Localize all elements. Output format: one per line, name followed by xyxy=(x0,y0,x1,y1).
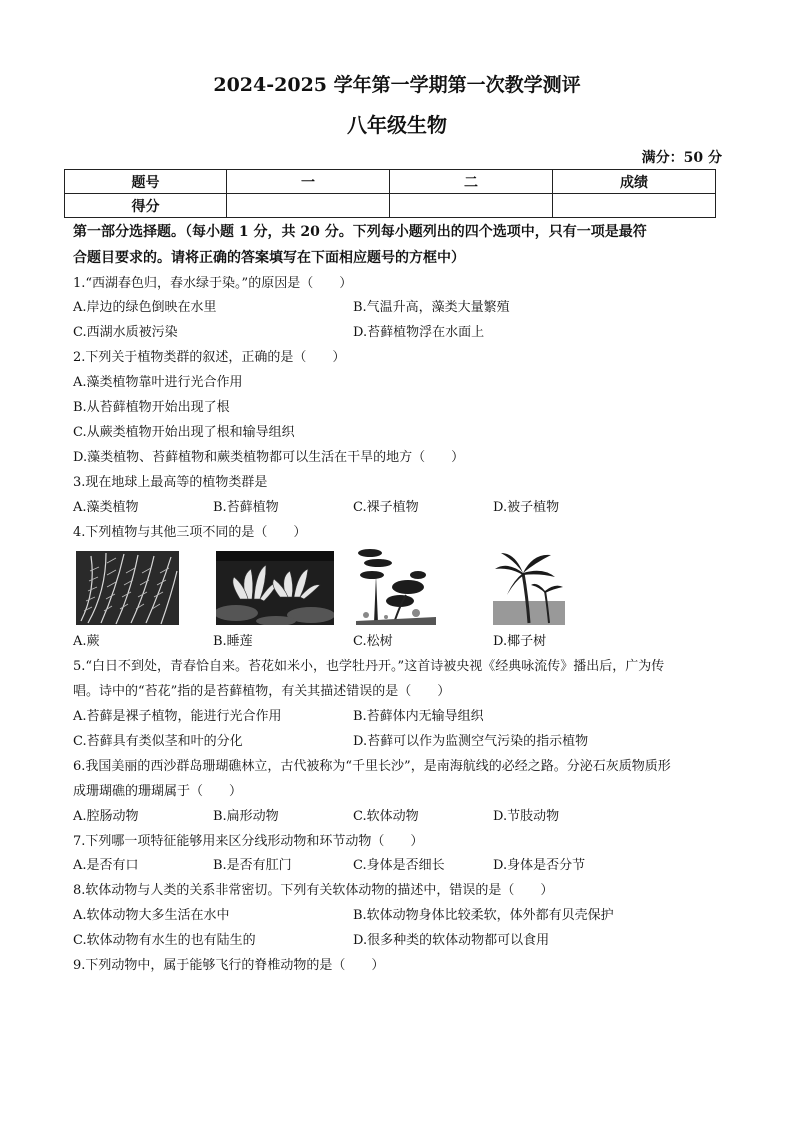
option-a: A.藻类植物靠叶进行光合作用 xyxy=(73,375,243,390)
part1-instruction: 第一部分选择题。（每小题 1 分，共 20 分。下列每小题列出的四个选项中，只有一项是最符 xyxy=(73,224,647,240)
option-c: C.松树 xyxy=(353,634,393,649)
option-d: D.苔藓可以作为监测空气污染的指示植物 xyxy=(353,734,589,749)
option-c: C.软体动物有水生的也有陆生的 xyxy=(73,933,256,948)
exam-subject: 八年级生物 xyxy=(347,113,447,137)
score-table-cell: 题号 xyxy=(65,170,227,194)
score-table-cell: 得分 xyxy=(65,194,227,218)
option-c: C.苔藓具有类似茎和叶的分化 xyxy=(73,734,243,749)
option-b: B.气温升高，藻类大量繁殖 xyxy=(353,300,510,315)
option-c: C.裸子植物 xyxy=(353,500,419,515)
option-a: A.腔肠动物 xyxy=(73,809,139,824)
full-score: 满分：50 分 xyxy=(641,150,722,166)
option-c: C.从蕨类植物开始出现了根和输导组织 xyxy=(73,425,295,440)
score-input-cell[interactable] xyxy=(553,194,716,218)
question-stem: 1.“西湖春色归，春水绿于染。”的原因是（ ） xyxy=(73,276,353,291)
option-b: B.是否有肛门 xyxy=(213,858,292,873)
option-a: A.藻类植物 xyxy=(73,500,139,515)
coconut-palm-image xyxy=(493,551,565,625)
option-b: B.从苔藓植物开始出现了根 xyxy=(73,400,230,415)
option-a: A.是否有口 xyxy=(73,858,139,873)
option-d: D.藻类植物、苔藓植物和蕨类植物都可以生活在干旱的地方（ ） xyxy=(73,450,465,465)
option-a: A.软体动物大多生活在水中 xyxy=(73,908,230,923)
exam-title: 2024-2025 学年第一学期第一次教学测评 xyxy=(213,74,581,96)
part1-instruction: 合题目要求的。请将正确的答案填写在下面相应题号的方框中） xyxy=(73,250,465,266)
water-lily-image xyxy=(216,551,334,625)
question-stem: 2.下列关于植物类群的叙述，正确的是（ ） xyxy=(73,350,346,365)
option-d: D.苔藓植物浮在水面上 xyxy=(353,325,485,340)
score-table-header-row xyxy=(65,170,716,194)
option-a: A.岸边的绿色倒映在水里 xyxy=(73,300,217,315)
option-b: B.苔藓植物 xyxy=(213,500,279,515)
fern-image xyxy=(76,551,179,625)
option-a: A.苔藓是裸子植物，能进行光合作用 xyxy=(73,709,282,724)
option-d: D.很多种类的软体动物都可以食用 xyxy=(353,933,550,948)
question-stem: 7.下列哪一项特征能够用来区分线形动物和环节动物（ ） xyxy=(73,834,424,849)
score-table-score-row xyxy=(65,194,716,218)
option-b: B.苔藓体内无输导组织 xyxy=(353,709,484,724)
pine-tree-image xyxy=(356,545,436,625)
option-d: D.节肢动物 xyxy=(493,809,560,824)
question-stem: 3.现在地球上最高等的植物类群是 xyxy=(73,475,268,490)
option-b: B.扁形动物 xyxy=(213,809,279,824)
question-stem: 9.下列动物中，属于能够飞行的脊椎动物的是（ ） xyxy=(73,958,385,973)
question-stem: 4.下列植物与其他三项不同的是（ ） xyxy=(73,525,307,540)
question-stem-cont: 成珊瑚礁的珊瑚属于（ ） xyxy=(73,784,243,799)
score-table-cell: 二 xyxy=(390,170,553,194)
score-table xyxy=(64,169,716,218)
option-c: C.身体是否细长 xyxy=(353,858,445,873)
question-stem: 5.“白日不到处，青春恰自来。苔花如米小，也学牡丹开。”这首诗被央视《经典咏流传》播出后，广为传 xyxy=(73,659,665,674)
option-d: D.椰子树 xyxy=(493,634,547,649)
option-b: B.软体动物身体比较柔软，体外都有贝壳保护 xyxy=(353,908,614,923)
score-input-cell[interactable] xyxy=(227,194,390,218)
question-stem: 6.我国美丽的西沙群岛珊瑚礁林立，古代被称为“千里长沙”，是南海航线的必经之路。分泌石灰质物质形 xyxy=(73,759,671,774)
score-table-cell: 一 xyxy=(227,170,390,194)
question-stem-cont: 唱。诗中的“苔花”指的是苔藓植物，有关其描述错误的是（ ） xyxy=(73,684,451,699)
question-stem: 8.软体动物与人类的关系非常密切。下列有关软体动物的描述中，错误的是（ ） xyxy=(73,883,554,898)
option-d: D.被子植物 xyxy=(493,500,560,515)
option-d: D.身体是否分节 xyxy=(493,858,586,873)
score-table-cell: 成绩 xyxy=(553,170,716,194)
option-c: C.西湖水质被污染 xyxy=(73,325,178,340)
option-b: B.睡莲 xyxy=(213,634,253,649)
option-c: C.软体动物 xyxy=(353,809,419,824)
score-input-cell[interactable] xyxy=(390,194,553,218)
option-a: A.蕨 xyxy=(73,634,100,649)
